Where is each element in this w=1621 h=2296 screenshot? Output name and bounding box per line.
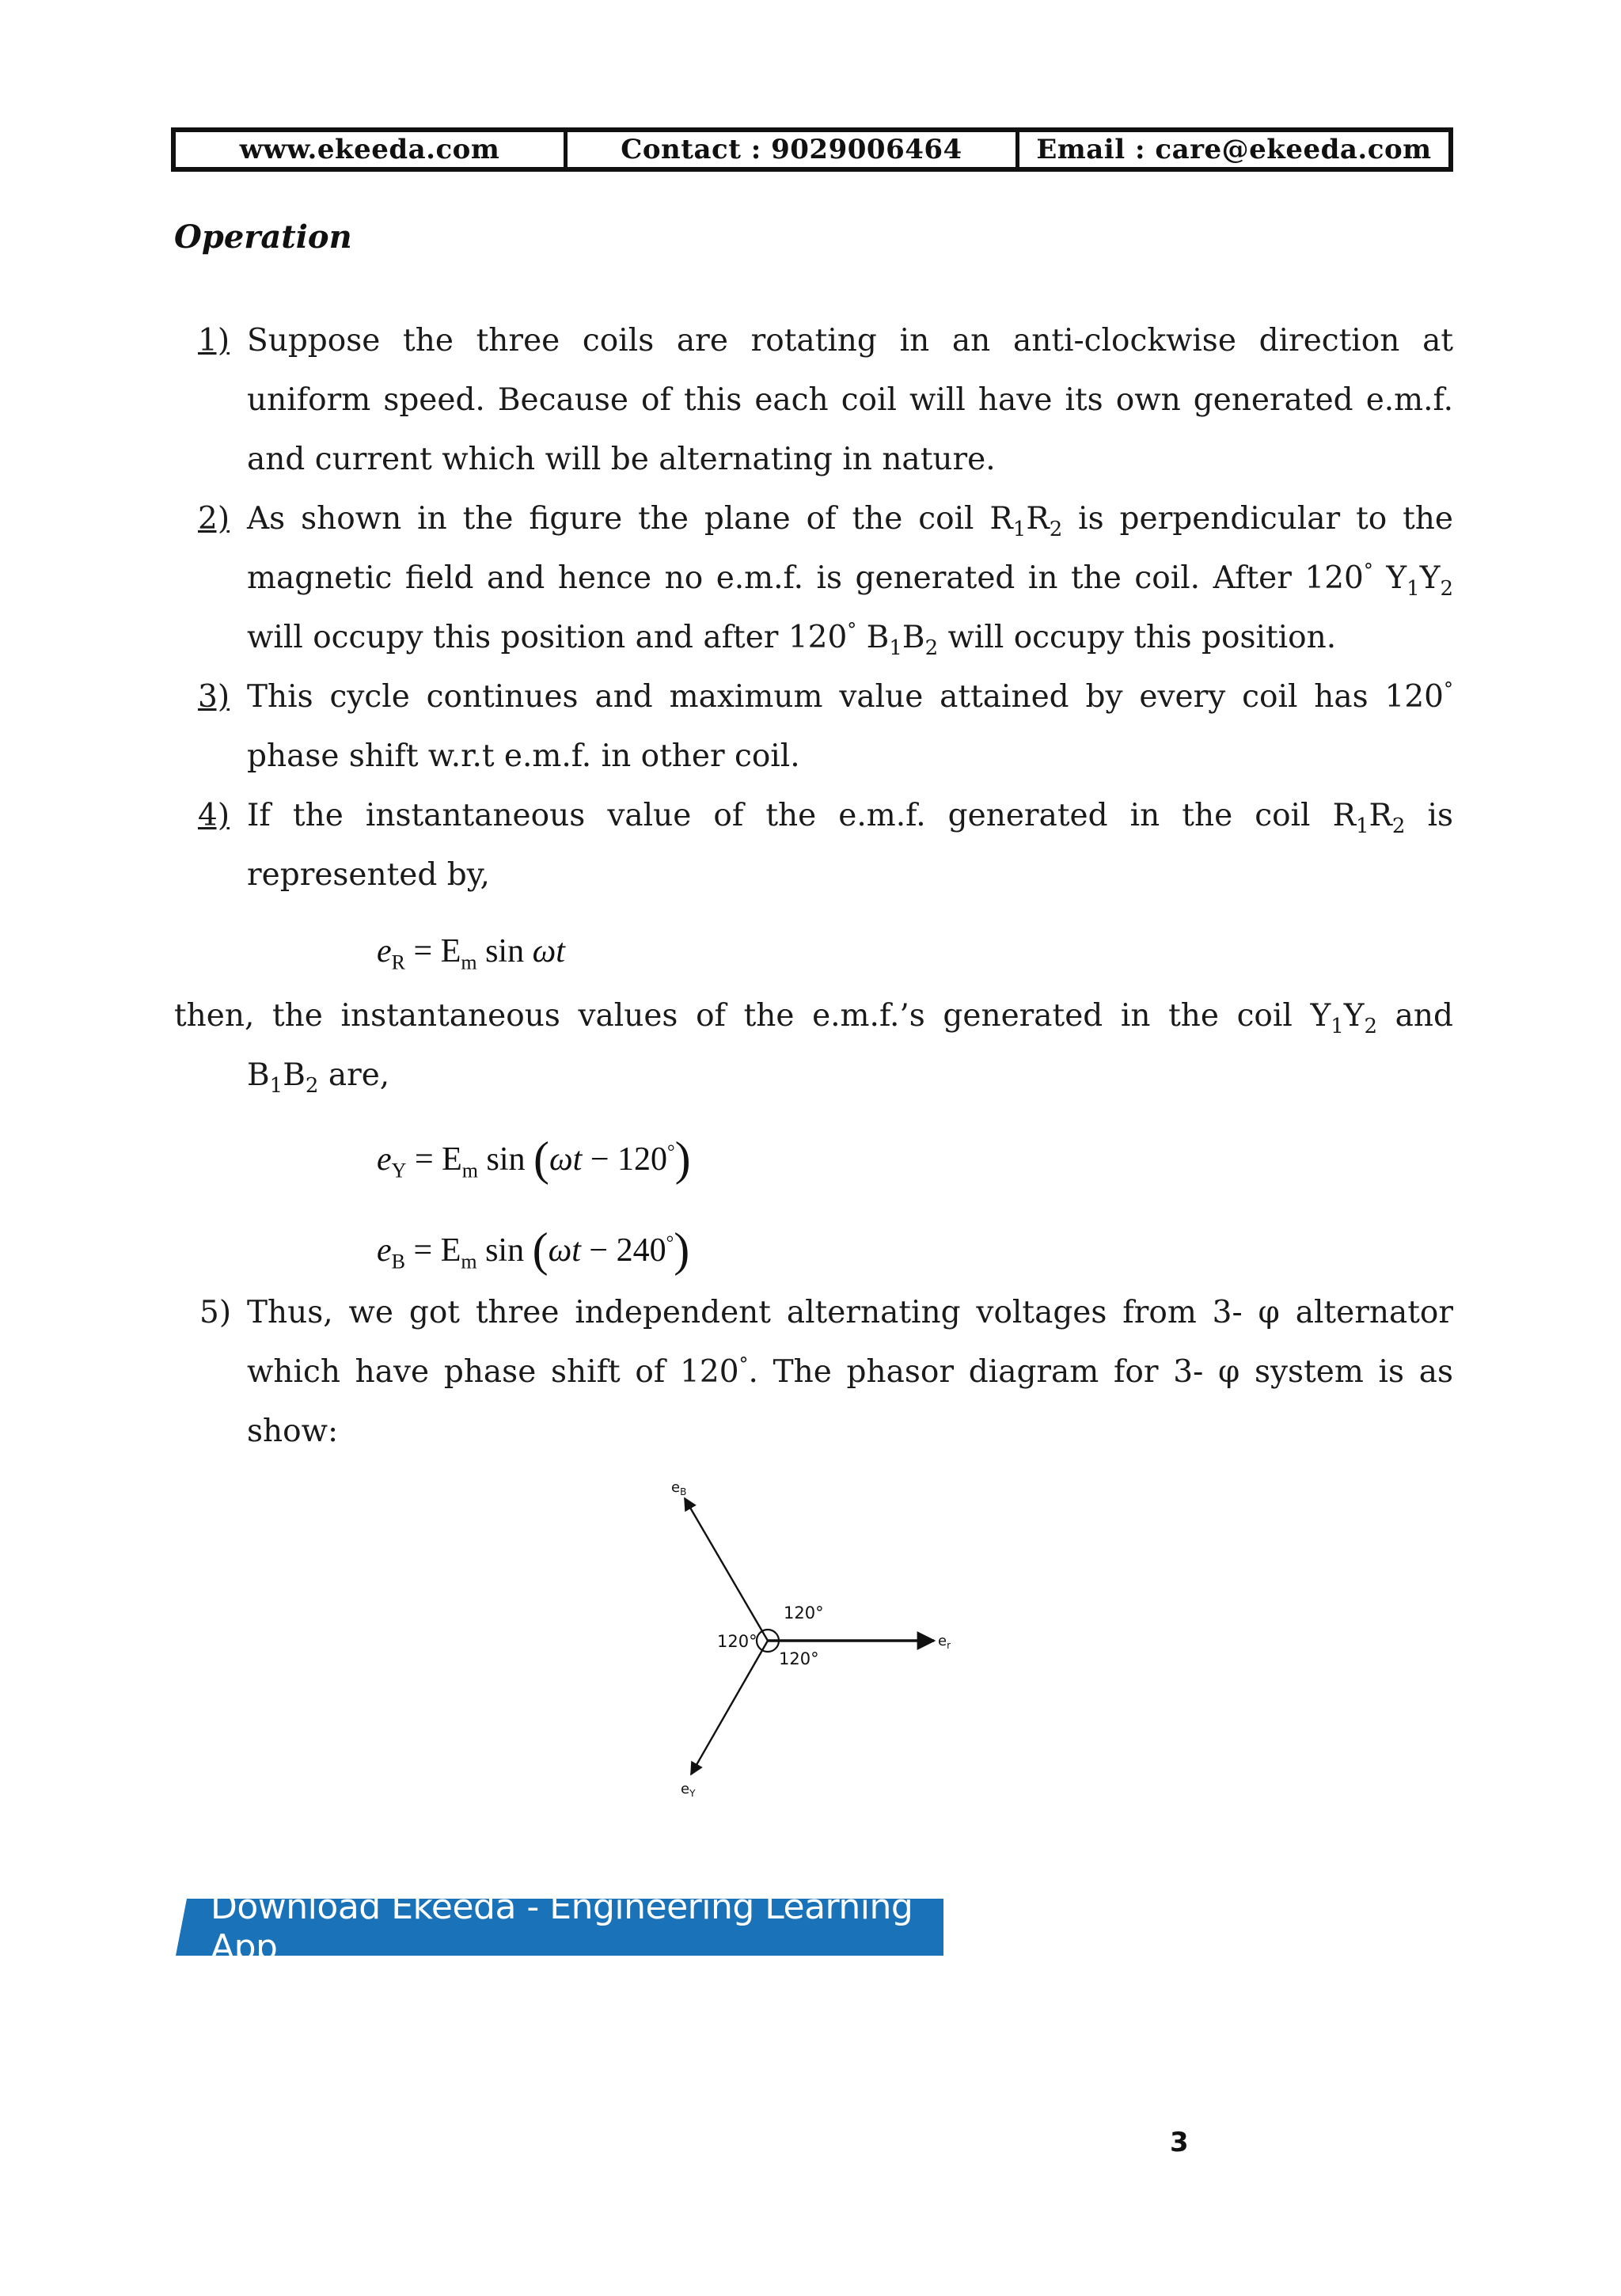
text-run: If the instantaneous value of the e.m.f. generated in the coil R (247, 798, 1356, 833)
degree-symbol: ° (667, 1142, 675, 1163)
eq-symbol: e (377, 1141, 392, 1178)
equation-eB (377, 1223, 689, 1277)
text-run: B (283, 1057, 306, 1093)
banner-text: Download Ekeeda - Engineering Learning App (211, 1887, 913, 1968)
subscript: 2 (924, 636, 939, 660)
text-run: Thus, we got three independent alternating voltages from 3- φ alternator which have phase shift of 120 (247, 1295, 1453, 1390)
angle-label-top: 120° (784, 1603, 824, 1622)
download-app-banner[interactable] (176, 1887, 943, 1968)
phasor-label-eR: $e_r$ (938, 1633, 951, 1651)
eq-symbol: ωt (548, 1232, 581, 1269)
eq-symbol: E (442, 1141, 462, 1178)
subscript: R (391, 951, 405, 974)
list-item-1 (198, 311, 1453, 489)
text-run: R (1026, 501, 1050, 537)
phasor-label-eY: $e_Y$ (681, 1781, 696, 1799)
degree-symbol: ° (1444, 678, 1453, 700)
eq-symbol: e (377, 933, 392, 970)
list-item-number: 5) (199, 1295, 232, 1330)
phasor-diagram (665, 1468, 966, 1801)
angle-label-bottom: 120° (779, 1649, 819, 1668)
degree-symbol: ° (847, 619, 857, 641)
eq-func: sin (476, 1232, 533, 1269)
eq-func: sin (478, 1141, 534, 1178)
text-run: is perpendicular to the magnetic field and hence no e.m.f. is generated in the coil. After 120 (247, 501, 1454, 596)
text-run: As shown in the figure the plane of the coil R (247, 501, 1013, 537)
list-item-3 (198, 667, 1453, 786)
subscript: 2 (305, 1073, 319, 1098)
subscript: Y (391, 1159, 407, 1182)
subscript: m (461, 951, 477, 974)
subscript: 2 (1364, 1014, 1378, 1038)
phasor-eB (685, 1498, 768, 1641)
text-run: Y (1372, 560, 1407, 596)
subscript: 2 (1440, 576, 1453, 601)
header-contact-table (171, 127, 1453, 172)
list-item-number: 2) (198, 501, 230, 537)
list-item-number: 4) (198, 798, 230, 833)
subscript: 1 (889, 636, 902, 660)
subscript: 1 (1331, 1014, 1344, 1038)
subscript: 2 (1391, 814, 1406, 838)
eq-symbol: ωt (532, 933, 565, 970)
header-website[interactable]: www.ekeeda.com (239, 134, 500, 165)
text-run: is represented by, (247, 798, 1453, 893)
list-item-2 (198, 489, 1454, 667)
text-run: will occupy this position and after 120 (247, 620, 848, 655)
page-number: 3 (1170, 2127, 1189, 2158)
eq-symbol: e (377, 1232, 392, 1269)
subscript: B (391, 1250, 405, 1273)
section-heading: Operation (174, 218, 352, 256)
angle-label-left: 120° (717, 1632, 757, 1651)
equation-eY (377, 1132, 691, 1186)
header-contact: Contact : 9029006464 (564, 132, 1015, 167)
subscript: m (461, 1250, 477, 1273)
subscript: 1 (1012, 517, 1027, 541)
text-run: B (856, 620, 890, 655)
text-run: . The phasor diagram for 3- φ system is as show: (247, 1354, 1453, 1449)
text-run: This cycle continues and maximum value attained by every coil has 120 (247, 679, 1444, 715)
degree-symbol: ° (1363, 560, 1373, 582)
eq-sign: = (406, 1141, 442, 1178)
list-item-number: 3) (198, 679, 230, 715)
eq-sign: = (405, 933, 441, 970)
degree-symbol: ° (738, 1353, 749, 1376)
text-run: are, (318, 1057, 390, 1093)
eq-func: sin (476, 933, 533, 970)
list-item-number: 1) (198, 323, 230, 359)
text-run: B (247, 1057, 270, 1093)
text-run: will occupy this position. (938, 620, 1337, 655)
text-run: and (1377, 998, 1453, 1034)
list-item-4 (198, 786, 1453, 905)
paren: ( (532, 1224, 549, 1276)
eq-symbol: E (440, 1232, 461, 1269)
list-item-text: Suppose the three coils are rotating in an anti-clockwise direction at uniform speed. Because of this each coil will have its own generated e.m.f. and current which will be alternating in nature. (247, 323, 1453, 477)
subscript: m (461, 1159, 479, 1182)
subscript: 2 (1049, 517, 1063, 541)
subscript: 1 (1407, 576, 1420, 601)
paren: ) (674, 1224, 690, 1276)
list-item-5 (199, 1283, 1453, 1461)
subscript: 1 (269, 1073, 283, 1098)
text-run: Y (1419, 560, 1441, 596)
degree-symbol: ° (666, 1233, 674, 1254)
phasor-eY (691, 1641, 768, 1774)
then-paragraph (174, 986, 1453, 1105)
equation-eR (377, 932, 565, 974)
text-run: B (902, 620, 925, 655)
eq-value: − 240 (580, 1232, 666, 1269)
text-run: phase shift w.r.t e.m.f. in other coil. (247, 738, 800, 774)
header-email[interactable]: Email : care@ekeeda.com (1015, 132, 1448, 167)
text-run: R (1369, 798, 1392, 833)
eq-sign: = (405, 1232, 441, 1269)
eq-symbol: E (440, 933, 461, 970)
paren: ) (674, 1133, 691, 1185)
paren: ( (533, 1133, 550, 1185)
eq-symbol: ωt (549, 1141, 583, 1178)
subscript: 1 (1355, 814, 1369, 838)
eq-value: − 120 (582, 1141, 668, 1178)
phasor-label-eB: $e_B$ (671, 1479, 687, 1497)
text-run: then, the instantaneous values of the e.m.f.’s generated in the coil Y (174, 998, 1331, 1034)
text-run: Y (1343, 998, 1365, 1034)
